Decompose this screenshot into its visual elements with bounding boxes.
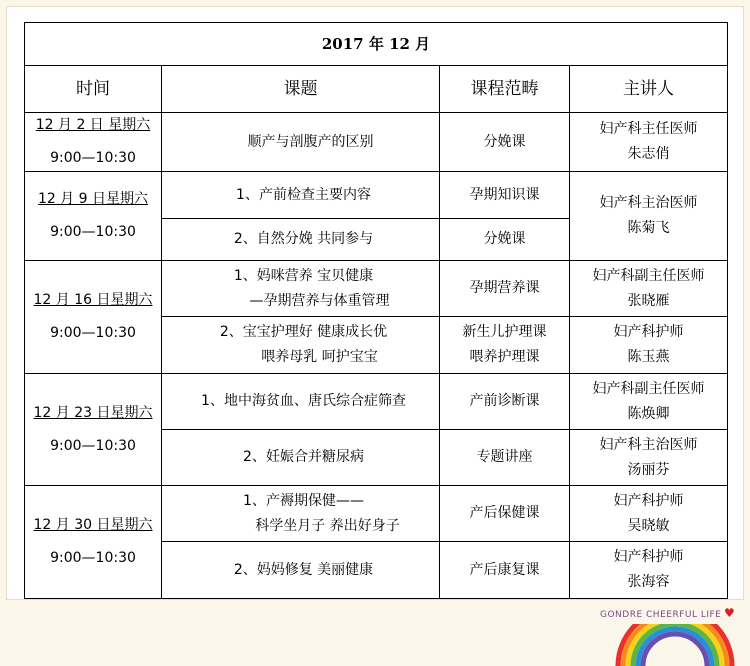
- speaker-name: 吴晓敏: [627, 517, 670, 534]
- speaker-title: 妇产科护师: [613, 492, 684, 509]
- speaker-title: 妇产科主治医师: [599, 436, 698, 453]
- course-category: 分娩课: [440, 113, 570, 172]
- course-category: 产后康复课: [440, 542, 570, 599]
- speaker-name: 朱志俏: [627, 146, 670, 162]
- course-topic: [162, 430, 440, 486]
- course-topic: [162, 542, 440, 599]
- speaker-title: 妇产科主治医师: [599, 195, 698, 211]
- topic-line: 2、宝宝护理好 健康成长优: [219, 324, 388, 340]
- speaker-title: 妇产科护师: [613, 324, 684, 340]
- session-date: 12 月 2 日 星期六: [35, 117, 151, 133]
- rainbow-icon: [610, 624, 740, 666]
- table-row: [25, 486, 728, 542]
- session-date: 12 月 23 日星期六: [33, 404, 153, 421]
- session-time: 9:00—10:30: [50, 437, 136, 454]
- topic-line: 1、地中海贫血、唐氏综合症筛查: [201, 393, 406, 409]
- session-date: 12 月 16 日星期六: [33, 292, 153, 308]
- topic-subline: 喂养母乳 呵护宝宝: [261, 349, 378, 365]
- topic-line: 1、妈咪营养 宝贝健康: [233, 267, 374, 284]
- course-category: 产前诊断课: [440, 374, 570, 430]
- brand-logo-text: GONDRE CHEERFUL LIFE: [600, 610, 722, 620]
- category-line: 新生儿护理课: [462, 324, 547, 340]
- course-speaker: [570, 374, 728, 430]
- course-topic: [162, 219, 440, 261]
- topic-line: 2、妊娠合并糖尿病: [243, 449, 364, 465]
- topic-line: 1、产褥期保健——: [243, 492, 364, 509]
- schedule-title: 2017 年 12 月: [25, 23, 728, 66]
- course-category: 专题讲座: [440, 430, 570, 486]
- session-date: 12 月 30 日星期六: [33, 517, 153, 533]
- course-topic: [162, 317, 440, 374]
- course-topic: [162, 374, 440, 430]
- topic-line: 2、妈妈修复 美丽健康: [233, 561, 374, 578]
- session-time: 9:00—10:30: [50, 224, 136, 240]
- speaker-name: 张海容: [627, 574, 670, 590]
- session-date-cell: [25, 261, 162, 374]
- session-date-cell: [25, 172, 162, 261]
- header-topic: 课题: [162, 66, 440, 113]
- header-speaker: 主讲人: [570, 66, 728, 113]
- course-topic: [162, 261, 440, 317]
- speaker-name: 陈焕卿: [627, 405, 670, 422]
- course-category: 分娩课: [440, 219, 570, 261]
- header-time: 时间: [25, 66, 162, 113]
- course-category: 孕期知识课: [440, 172, 570, 219]
- session-date-cell: [25, 374, 162, 486]
- speaker-name: 陈菊飞: [627, 220, 670, 236]
- course-topic: [162, 172, 440, 219]
- course-speaker: [570, 542, 728, 599]
- speaker-name: 陈玉燕: [627, 349, 670, 365]
- session-time: 9:00—10:30: [50, 325, 136, 341]
- header-category: 课程范畴: [440, 66, 570, 113]
- session-time: 9:00—10:30: [50, 550, 136, 566]
- table-row: [25, 261, 728, 317]
- course-speaker: [570, 172, 728, 261]
- category-line: 喂养护理课: [469, 349, 540, 365]
- topic-line: 顺产与剖腹产的区别: [247, 133, 374, 150]
- course-category: [440, 317, 570, 374]
- table-row: [25, 172, 728, 219]
- topic-line: 2、自然分娩 共同参与: [233, 231, 374, 247]
- course-topic: [162, 113, 440, 172]
- speaker-title: 妇产科护师: [613, 549, 684, 565]
- speaker-title: 妇产科副主任医师: [592, 380, 705, 397]
- speaker-title: 妇产科主任医师: [599, 121, 698, 137]
- speaker-title: 妇产科副主任医师: [592, 267, 705, 284]
- session-date: 12 月 9 日星期六: [37, 191, 149, 207]
- heart-icon: ♥: [724, 606, 735, 620]
- session-date-cell: [25, 113, 162, 172]
- course-speaker: [570, 486, 728, 542]
- course-speaker: [570, 317, 728, 374]
- speaker-name: 张晓雁: [627, 292, 670, 309]
- speaker-name: 汤丽芬: [627, 461, 670, 478]
- course-speaker: [570, 430, 728, 486]
- table-row: [25, 113, 728, 172]
- course-category: 产后保健课: [440, 486, 570, 542]
- topic-line: 1、产前检查主要内容: [236, 186, 371, 203]
- session-date-cell: [25, 486, 162, 599]
- schedule-table: [24, 22, 728, 599]
- table-row: [25, 374, 728, 430]
- course-topic: [162, 486, 440, 542]
- course-category: 孕期营养课: [440, 261, 570, 317]
- course-speaker: [570, 113, 728, 172]
- course-speaker: [570, 261, 728, 317]
- session-time: 9:00—10:30: [50, 150, 136, 166]
- topic-subline: —孕期营养与体重管理: [249, 292, 390, 309]
- topic-subline: 科学坐月子 养出好身子: [255, 517, 400, 534]
